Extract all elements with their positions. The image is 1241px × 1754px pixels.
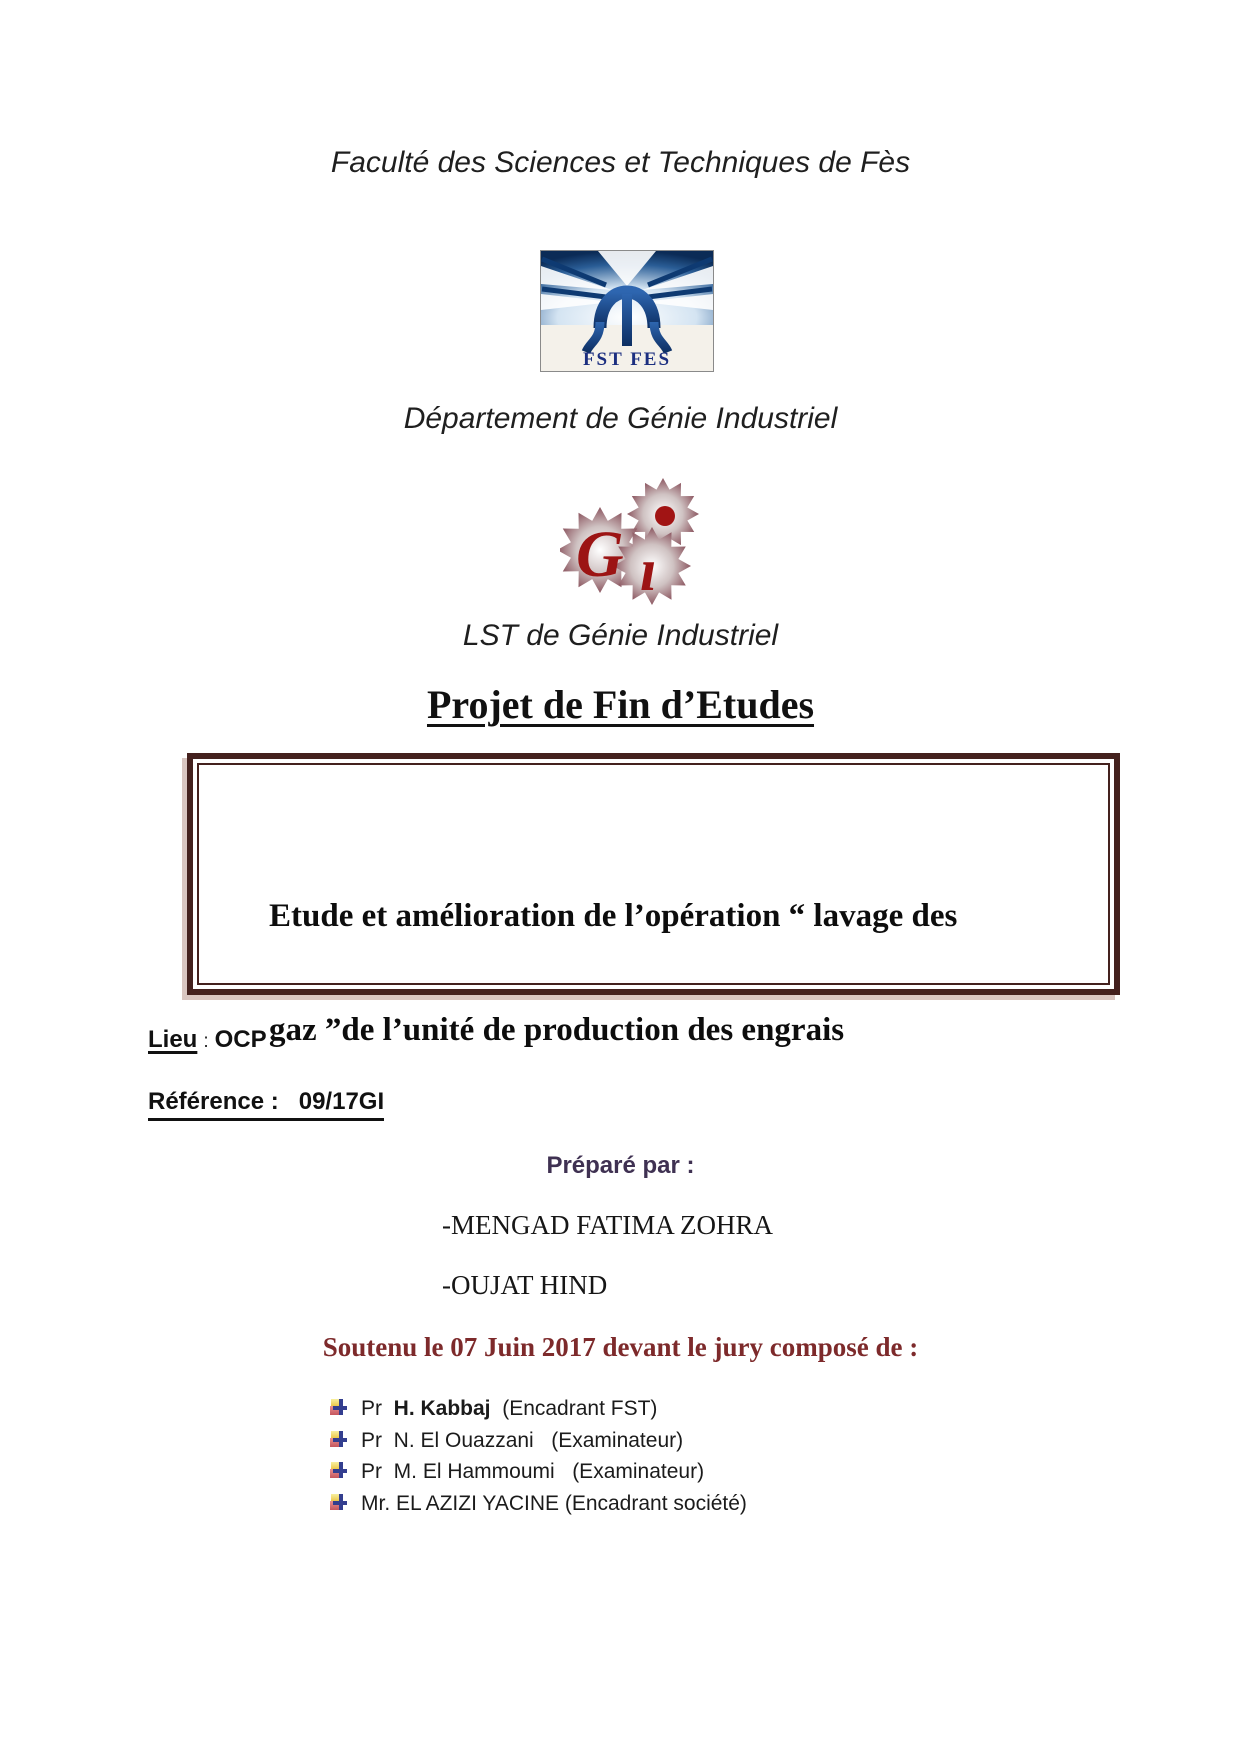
jury-text: Pr N. El Ouazzani (Examinateur): [361, 1428, 684, 1452]
thesis-title-line1: Etude et amélioration de l’opération “ lavage des: [269, 898, 958, 934]
fst-fes-logo-caption: FST FES: [582, 349, 672, 370]
program-name: LST de Génie Industriel: [462, 619, 779, 652]
gi-logo-letter-g: G: [576, 518, 624, 591]
jury-bullet-icon: [330, 1493, 348, 1511]
gi-logo: [560, 478, 700, 610]
doc-type-title: Projet de Fin d’Etudes: [426, 682, 815, 727]
reference-row: [148, 1088, 384, 1121]
jury-item: [330, 1489, 747, 1521]
thesis-title: [203, 831, 1098, 1116]
reference-value: 09/17GI: [298, 1088, 385, 1115]
jury-list: [330, 1394, 747, 1520]
lieu-separator: :: [203, 1031, 209, 1052]
jury-item: [330, 1457, 747, 1489]
defense-heading: Soutenu le 07 Juin 2017 devant le jury composé de :: [322, 1332, 919, 1362]
jury-text: Pr M. El Hammoumi (Examinateur): [361, 1460, 705, 1483]
thesis-title-line2: gaz ”de l’unité de production des engrais: [269, 1012, 845, 1048]
gi-logo-i-dot: [655, 506, 675, 526]
author-name: -OUJAT HIND: [442, 1270, 608, 1300]
jury-text: Mr. EL AZIZI YACINE (Encadrant société): [361, 1491, 747, 1515]
department-name: Département de Génie Industriel: [403, 402, 838, 435]
prepared-by-heading: Préparé par :: [546, 1152, 695, 1179]
institution-name: Faculté des Sciences et Techniques de Fès: [330, 146, 911, 179]
lieu-row: [148, 1026, 267, 1054]
lieu-value: OCP: [214, 1026, 267, 1053]
jury-bullet-icon: [330, 1430, 348, 1448]
lieu-label: Lieu: [148, 1026, 198, 1053]
reference-label: Référence :: [148, 1088, 279, 1115]
reference-underline: [148, 1088, 384, 1121]
jury-item: [330, 1394, 747, 1426]
jury-item: [330, 1426, 747, 1458]
jury-bullet-icon: [330, 1398, 348, 1416]
author-name: -MENGAD FATIMA ZOHRA: [442, 1210, 774, 1240]
fst-fes-logo: [540, 250, 714, 377]
gi-logo-letter-i: ı: [640, 537, 657, 603]
jury-text: Pr H. Kabbaj (Encadrant FST): [361, 1397, 658, 1420]
jury-bullet-icon: [330, 1461, 348, 1479]
